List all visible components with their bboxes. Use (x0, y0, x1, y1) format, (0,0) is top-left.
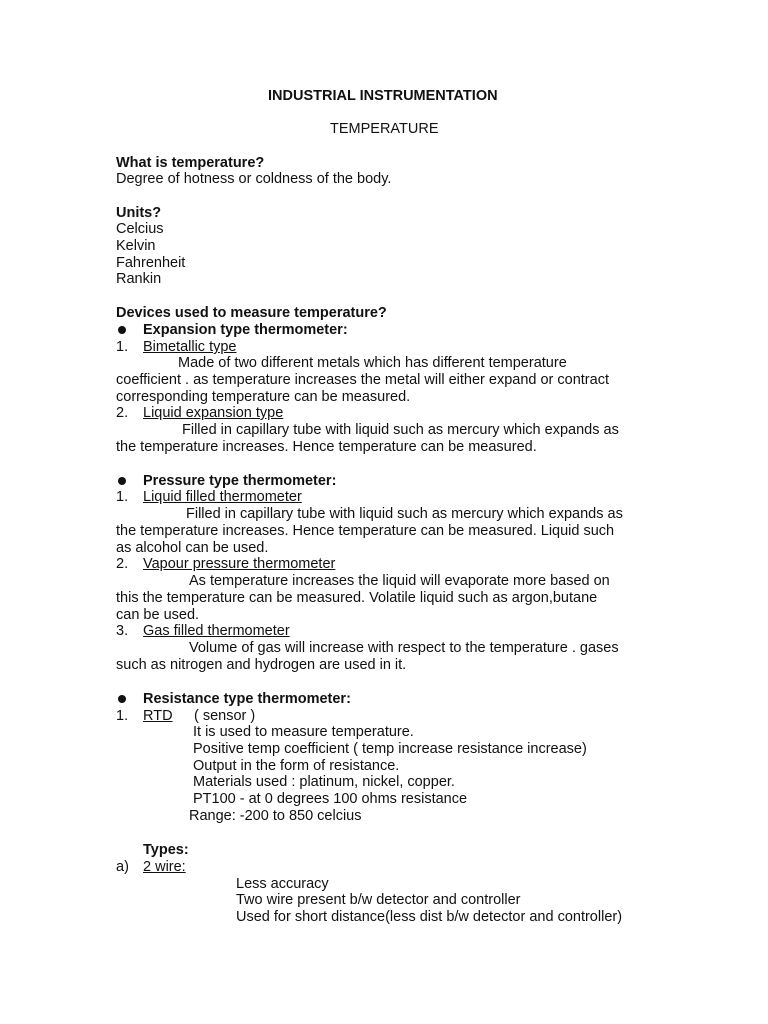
list-number: 3. (116, 623, 129, 639)
document-title: INDUSTRIAL INSTRUMENTATION (268, 88, 498, 104)
paragraph-line: the temperature increases. Hence temperature can be measured. Liquid such (116, 523, 615, 539)
section-title-pressure: Pressure type thermometer: (143, 473, 337, 489)
paragraph-line: PT100 - at 0 degrees 100 ohms resistance (193, 791, 468, 807)
paragraph-line: this the temperature can be measured. Volatile liquid such as argon,butane (116, 590, 598, 606)
list-number: 1. (116, 339, 129, 355)
section-title-expansion: Expansion type thermometer: (143, 322, 348, 338)
paragraph-line: Materials used : platinum, nickel, copper. (193, 774, 455, 790)
paragraph-line: Less accuracy (236, 876, 329, 892)
list-item-title: 2 wire: (143, 859, 186, 875)
unit-item: Celcius (116, 221, 164, 237)
list-item-title: Gas filled thermometer (143, 623, 290, 639)
list-number: 2. (116, 405, 129, 421)
bullet-icon (118, 695, 126, 703)
paragraph-line: as alcohol can be used. (116, 540, 269, 556)
unit-item: Kelvin (116, 238, 156, 254)
unit-item: Fahrenheit (116, 255, 186, 271)
paragraph-line: Made of two different metals which has different temperature (178, 355, 567, 371)
bullet-icon (118, 477, 126, 485)
paragraph-line: Volume of gas will increase with respect to the temperature . gases (189, 640, 619, 656)
list-item-title: Liquid expansion type (143, 405, 284, 421)
list-number: a) (116, 859, 129, 875)
paragraph-line: Filled in capillary tube with liquid such as mercury which expands as (182, 422, 619, 438)
paragraph-line: can be used. (116, 607, 200, 623)
paragraph-line: Used for short distance(less dist b/w detector and controller) (236, 909, 623, 925)
section-title-resistance: Resistance type thermometer: (143, 691, 351, 707)
units-heading: Units? (116, 205, 162, 221)
paragraph-line: coefficient . as temperature increases the metal will either expand or contract (116, 372, 609, 388)
question-answer: Degree of hotness or coldness of the body. (116, 171, 392, 187)
paragraph-line: the temperature increases. Hence temperature can be measured. (116, 439, 537, 455)
list-item-title: Liquid filled thermometer (143, 489, 302, 505)
types-heading: Types: (143, 842, 189, 858)
list-item-title: Bimetallic type (143, 339, 237, 355)
paragraph-line: corresponding temperature can be measured. (116, 389, 411, 405)
list-number: 2. (116, 556, 129, 572)
paragraph-line: It is used to measure temperature. (193, 724, 414, 740)
paragraph-line: Two wire present b/w detector and controller (236, 892, 521, 908)
paragraph-line: such as nitrogen and hydrogen are used in it. (116, 657, 407, 673)
list-item-title: RTD (143, 708, 173, 724)
devices-heading: Devices used to measure temperature? (116, 305, 387, 321)
question-heading: What is temperature? (116, 155, 265, 171)
paragraph-line: As temperature increases the liquid will evaporate more based on (189, 573, 610, 589)
paragraph-line: Positive temp coefficient ( temp increase resistance increase) (193, 741, 587, 757)
list-item-title: Vapour pressure thermometer (143, 556, 336, 572)
bullet-icon (118, 326, 126, 334)
paragraph-line: Output in the form of resistance. (193, 758, 400, 774)
list-number: 1. (116, 708, 129, 724)
unit-item: Rankin (116, 271, 162, 287)
list-item-suffix: ( sensor ) (194, 708, 256, 724)
paragraph-line: Range: -200 to 850 celcius (189, 808, 362, 824)
list-number: 1. (116, 489, 129, 505)
paragraph-line: Filled in capillary tube with liquid such as mercury which expands as (186, 506, 623, 522)
document-subtitle: TEMPERATURE (330, 121, 439, 137)
